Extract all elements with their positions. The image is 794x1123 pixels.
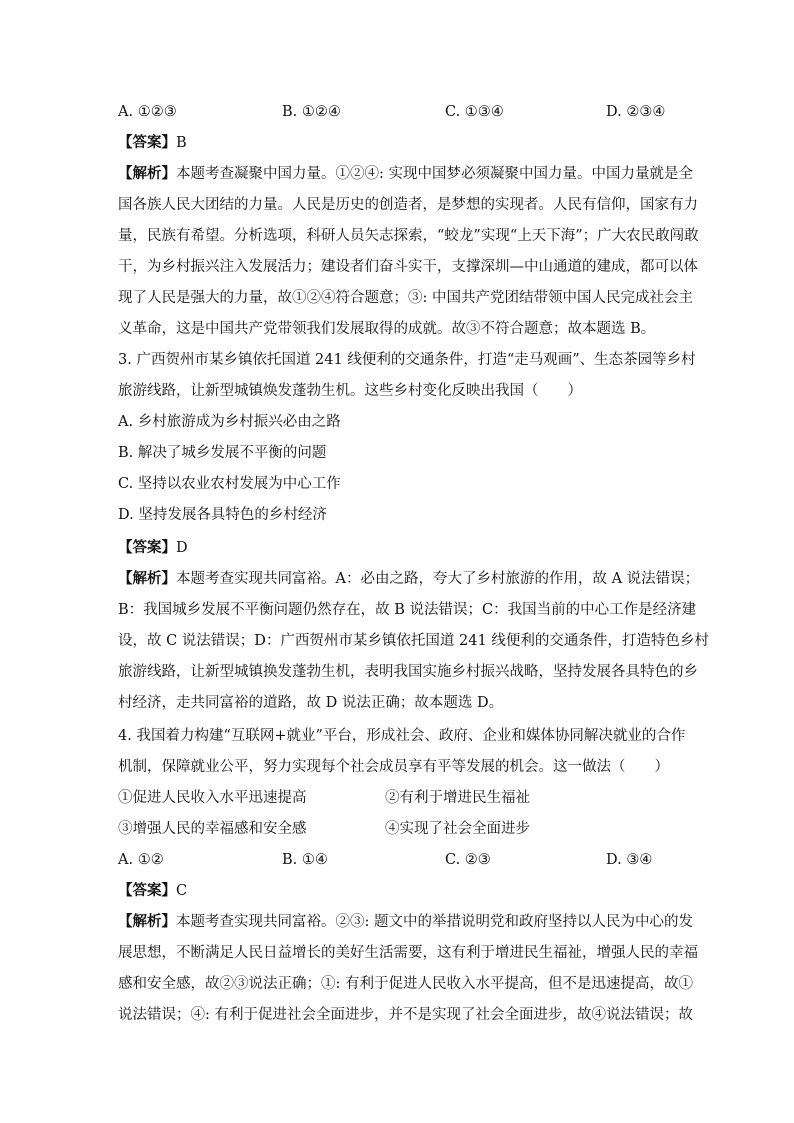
q4-analysis-line: 感和安全感，故②③说法正确；①: 有利于促进人民收入水平提高，但不是迅速提高，故① (118, 976, 693, 992)
q4-statements-row (118, 788, 678, 808)
q4-statement-4: ④实现了社会全面进步 (385, 821, 530, 837)
q4-stem-line: 机制，保障就业公平，努力实现每个社会成员享有平等发展的机会。这一做法（ ） (118, 759, 669, 775)
q4-answer (118, 881, 678, 901)
q4-statement-1: ①促进人民收入水平迅速提高 (118, 790, 307, 806)
q3-analysis-line: 村经济，走共同富裕的道路，故 D 说法正确；故本题选 D。 (118, 695, 504, 711)
q3-option-d: D. 坚持发展各具特色的乡村经济 (118, 507, 327, 523)
q4-analysis-line: 【解析】本题考查实现共同富裕。②③: 题文中的举措说明党和政府坚持以人民为中心的发 (118, 913, 693, 930)
q4-analysis-line: 展思想，不断满足人民日益增长的美好生活需要，这有利于增进民生福祉，增强人民的幸福 (118, 945, 698, 961)
q3-analysis-line: 【解析】本题考查实现共同富裕。A：必由之路，夸大了乡村旅游的作用，故 A 说法错误； (118, 570, 700, 587)
q4-options-row (118, 850, 678, 870)
q3-option-a: A. 乡村旅游成为乡村振兴必由之路 (118, 414, 341, 430)
q2-analysis-line: 国各族人民大团结的力量。人民是历史的创造者，是梦想的实现者。人民有信仰，国家有力 (118, 197, 698, 213)
q2-analysis-line: 【解析】本题考查凝聚中国力量。①②④: 实现中国梦必须凝聚中国力量。中国力量就是全 (118, 165, 693, 182)
answer-tag: 【答案】 (118, 539, 176, 556)
q2-answer (118, 133, 678, 153)
q3-option-b: B. 解决了城乡发展不平衡的问题 (118, 445, 327, 461)
q2-option-c: C. ①③④ (445, 104, 504, 120)
q3-stem-line: 3. 广西贺州市某乡镇依托国道 241 线便利的交通条件，打造“走马观画”、生态茶园等乡村 (118, 352, 696, 368)
q4-option-a: A. ①② (118, 852, 164, 868)
q4-statement-3: ③增强人民的幸福感和安全感 (118, 821, 307, 837)
q2-analysis-line: 干，为乡村振兴注入发展活力；建设者们奋斗实干，支撑深圳—中山通道的建成，都可以体 (118, 259, 698, 275)
q3-analysis-line: B：我国城乡发展不平衡问题仍然存在，故 B 说法错误；C：我国当前的中心工作是经济建 (118, 602, 697, 618)
q4-option-b: B. ①④ (282, 852, 328, 868)
analysis-tag: 【解析】 (118, 570, 176, 587)
q3-option-c: C. 坚持以农业农村发展为中心工作 (118, 476, 341, 492)
q2-analysis-line: 现了人民是强大的力量，故①②④符合题意；③: 中国共产党团结带领中国人民完成社会主 (118, 290, 693, 306)
analysis-tag: 【解析】 (118, 165, 176, 182)
q3-analysis-line: 设，故 C 说法错误；D：广西贺州市某乡镇依托国道 241 线便利的交通条件，打造特色乡村 (118, 633, 709, 649)
q4-option-d: D. ③④ (606, 852, 653, 868)
q3-analysis-line: 旅游线路，让新型城镇换发蓬勃生机，表明我国实施乡村振兴战略，坚持发展各具特色的乡 (118, 664, 698, 680)
q3-stem-line: 旅游线路，让新型城镇焕发蓬勃生机。这些乡村变化反映出我国（ ） (118, 383, 582, 399)
q4-answer-value: C (176, 883, 188, 899)
analysis-tag: 【解析】 (118, 913, 176, 930)
q4-stem-line: 4. 我国着力构建“互联网+就业”平台，形成社会、政府、企业和媒体协同解决就业的合作 (118, 728, 686, 744)
q2-analysis-line: 义革命，这是中国共产党带领我们发展取得的成就。故③不符合题意；故本题选 B。 (118, 321, 656, 337)
q3-answer (118, 538, 678, 558)
q4-statements-row (118, 819, 678, 839)
answer-tag: 【答案】 (118, 882, 176, 899)
q2-options-row (118, 102, 678, 122)
q2-option-b: B. ①②④ (282, 104, 341, 120)
q3-answer-value: D (176, 540, 188, 556)
q4-option-c: C. ②③ (445, 852, 491, 868)
q2-answer-value: B (176, 135, 187, 151)
q4-analysis-line: 说法错误；④: 有利于促进社会全面进步，并不是实现了社会全面进步，故④说法错误；故 (118, 1007, 693, 1023)
q2-analysis-line: 量，民族有希望。分析选项，科研人员矢志探索，“蛟龙”实现“上天下海”；广大农民敢闯敢 (118, 228, 699, 244)
q4-statement-2: ②有利于增进民生福祉 (385, 790, 530, 806)
q2-option-d: D. ②③④ (606, 104, 666, 120)
q2-option-a: A. ①②③ (118, 104, 177, 120)
answer-tag: 【答案】 (118, 134, 176, 151)
